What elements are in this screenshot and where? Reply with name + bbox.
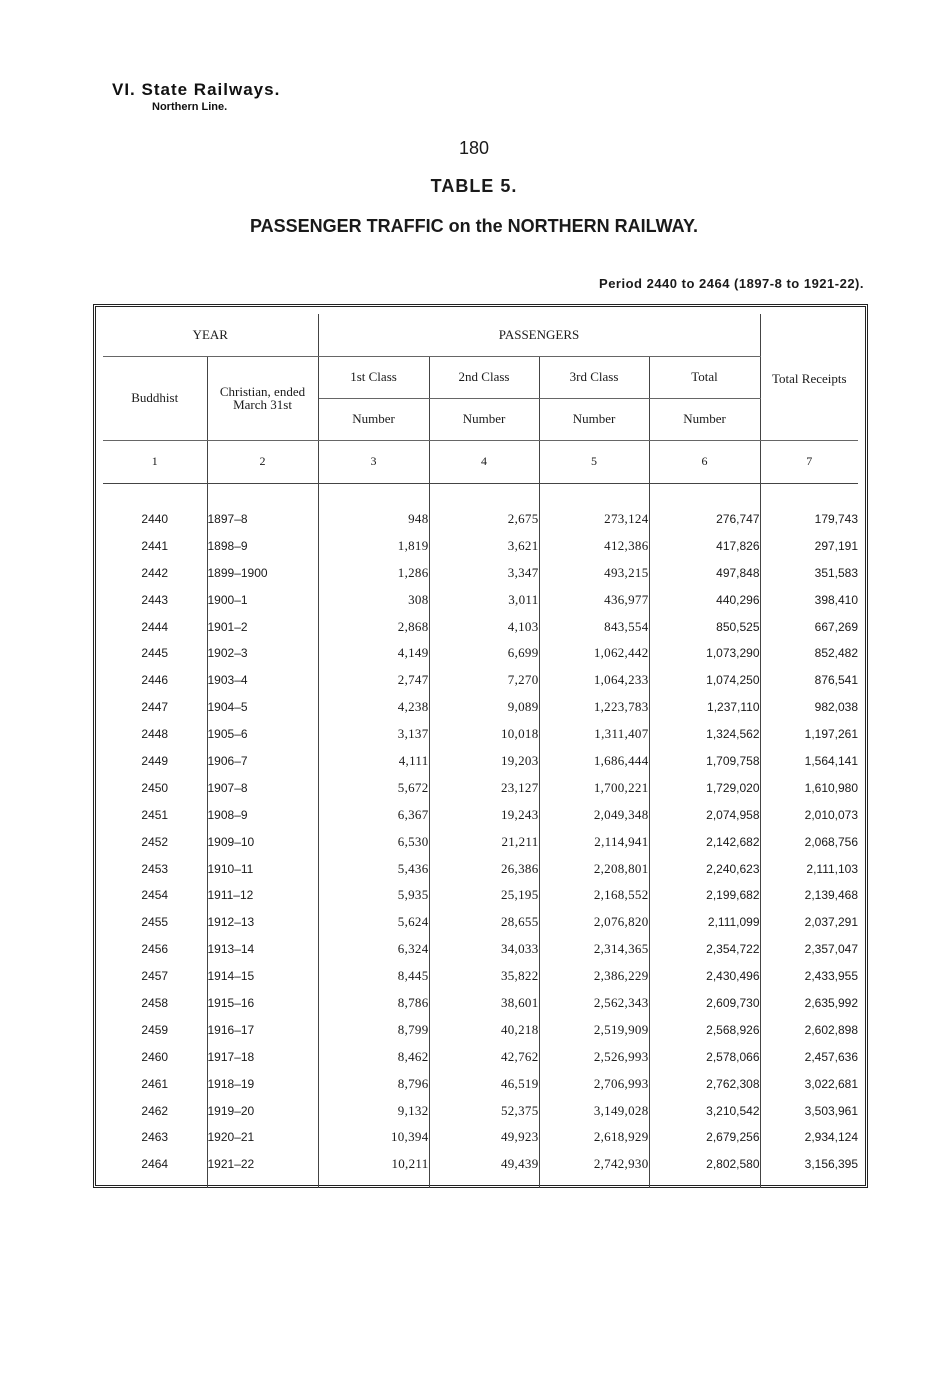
page-number: 180 [458,138,490,158]
total-receipts-cell: 179,743 [814,511,859,526]
buddhist-year-cell: 2441 [103,532,207,559]
total-passengers-cell: 2,568,926 [649,1016,760,1043]
table-row [103,532,858,559]
section-subtitle: Northern Line. [152,101,228,113]
table-row [103,936,858,963]
table-row [103,990,858,1017]
buddhist-year-cell: 2442 [103,559,207,586]
christian-year-cell: 1915–16 [207,990,318,1017]
first-class-cell: 8,799 [318,1016,429,1043]
total-passengers-cell: 2,430,496 [649,963,760,990]
buddhist-year-cell: 2440 [103,506,207,533]
total-passengers-cell: 276,747 [649,506,760,533]
third-class-cell: 1,700,221 [539,774,649,801]
header-total: Total [649,356,760,398]
first-class-cell: 948 [318,506,429,533]
christian-year-cell: 1917–18 [207,1043,318,1070]
table-row [103,613,858,640]
first-class-cell: 9,132 [318,1097,429,1124]
total-receipts-cell: 2,602,898 [804,1022,859,1037]
total-receipts-cell: 398,410 [814,592,859,607]
first-class-cell: 10,394 [318,1124,429,1151]
third-class-cell: 2,076,820 [539,909,649,936]
total-receipts-cell: 1,564,141 [804,753,859,768]
christian-year-cell: 1897–8 [207,506,318,533]
buddhist-year-cell: 2457 [103,963,207,990]
table-row [103,1016,858,1043]
header-number-second: Number [429,398,539,440]
first-class-cell: 5,672 [318,774,429,801]
total-passengers-cell: 2,802,580 [649,1151,760,1178]
second-class-cell: 10,018 [429,721,539,748]
table-row [103,882,858,909]
second-class-cell: 40,218 [429,1016,539,1043]
table-row [103,506,858,533]
second-class-cell: 26,386 [429,855,539,882]
header-passengers: PASSENGERS [318,314,760,356]
table-row [103,1097,858,1124]
passenger-traffic-table [103,314,858,1188]
second-class-cell: 35,822 [429,963,539,990]
christian-year-cell: 1907–8 [207,774,318,801]
total-receipts-cell: 3,156,395 [804,1157,859,1172]
total-receipts-cell: 1,197,261 [804,727,859,742]
third-class-cell: 436,977 [539,586,649,613]
second-class-cell: 7,270 [429,667,539,694]
third-class-cell: 2,314,365 [539,936,649,963]
table-header [103,314,858,440]
total-passengers-cell: 1,324,562 [649,721,760,748]
third-class-cell: 2,049,348 [539,801,649,828]
buddhist-year-cell: 2450 [103,774,207,801]
second-class-cell: 3,621 [429,532,539,559]
christian-year-cell: 1901–2 [207,613,318,640]
total-passengers-cell: 1,237,110 [649,694,760,721]
first-class-cell: 8,786 [318,990,429,1017]
second-class-cell: 21,211 [429,828,539,855]
christian-year-cell: 1912–13 [207,909,318,936]
column-number: 5 [539,440,649,483]
table-row [103,694,858,721]
first-class-cell: 4,149 [318,640,429,667]
total-passengers-cell: 2,762,308 [649,1070,760,1097]
total-passengers-cell: 850,525 [649,613,760,640]
third-class-cell: 2,519,909 [539,1016,649,1043]
buddhist-year-cell: 2460 [103,1043,207,1070]
table-row [103,855,858,882]
first-class-cell: 308 [318,586,429,613]
second-class-cell: 3,011 [429,586,539,613]
buddhist-year-cell: 2458 [103,990,207,1017]
total-receipts-cell: 667,269 [814,619,859,634]
total-passengers-cell: 1,729,020 [649,774,760,801]
first-class-cell: 4,238 [318,694,429,721]
second-class-cell: 6,699 [429,640,539,667]
second-class-cell: 38,601 [429,990,539,1017]
total-receipts-cell: 852,482 [814,646,859,661]
total-receipts-cell: 2,433,955 [804,969,859,984]
third-class-cell: 1,062,442 [539,640,649,667]
christian-year-cell: 1898–9 [207,532,318,559]
christian-year-cell: 1905–6 [207,721,318,748]
total-passengers-cell: 2,609,730 [649,990,760,1017]
header-total-receipts: Total Receipts [772,370,847,386]
buddhist-year-cell: 2453 [103,855,207,882]
section-title: VI. State Railways. [112,80,281,99]
christian-year-cell: 1921–22 [207,1151,318,1178]
column-number: 2 [207,440,318,483]
second-class-cell: 28,655 [429,909,539,936]
first-class-cell: 10,211 [318,1151,429,1178]
table-row [103,667,858,694]
first-class-cell: 8,462 [318,1043,429,1070]
column-number: 1 [103,440,207,483]
third-class-cell: 843,554 [539,613,649,640]
total-receipts-cell: 2,635,992 [804,995,859,1010]
table-frame [93,304,868,1188]
second-class-cell: 9,089 [429,694,539,721]
table-row [103,1151,858,1178]
third-class-cell: 273,124 [539,506,649,533]
buddhist-year-cell: 2455 [103,909,207,936]
third-class-cell: 2,618,929 [539,1124,649,1151]
total-receipts-cell: 2,068,756 [804,834,859,849]
first-class-cell: 6,324 [318,936,429,963]
christian-year-cell: 1906–7 [207,748,318,775]
total-receipts-cell: 3,022,681 [804,1076,859,1091]
christian-year-cell: 1913–14 [207,936,318,963]
total-receipts-cell: 2,934,124 [804,1130,859,1145]
second-class-cell: 19,243 [429,801,539,828]
christian-year-cell: 1904–5 [207,694,318,721]
header-number-total: Number [649,398,760,440]
header-number-third: Number [539,398,649,440]
christian-year-cell: 1918–19 [207,1070,318,1097]
first-class-cell: 2,868 [318,613,429,640]
second-class-cell: 3,347 [429,559,539,586]
total-passengers-cell: 2,354,722 [649,936,760,963]
total-passengers-cell: 497,848 [649,559,760,586]
total-receipts-cell: 2,139,468 [804,888,859,903]
third-class-cell: 3,149,028 [539,1097,649,1124]
second-class-cell: 2,675 [429,506,539,533]
second-class-cell: 4,103 [429,613,539,640]
total-receipts-cell: 3,503,961 [804,1103,859,1118]
christian-year-cell: 1900–1 [207,586,318,613]
third-class-cell: 1,686,444 [539,748,649,775]
buddhist-year-cell: 2446 [103,667,207,694]
second-class-cell: 49,439 [429,1151,539,1178]
second-class-cell: 23,127 [429,774,539,801]
table-spacer [103,483,858,506]
first-class-cell: 5,624 [318,909,429,936]
header-christian: Christian, ended March 31st [207,356,318,440]
third-class-cell: 2,386,229 [539,963,649,990]
table-row [103,963,858,990]
christian-year-cell: 1909–10 [207,828,318,855]
third-class-cell: 493,215 [539,559,649,586]
third-class-cell: 1,064,233 [539,667,649,694]
table-row [103,586,858,613]
buddhist-year-cell: 2462 [103,1097,207,1124]
total-passengers-cell: 2,240,623 [649,855,760,882]
third-class-cell: 2,742,930 [539,1151,649,1178]
column-number-row [103,440,858,483]
buddhist-year-cell: 2447 [103,694,207,721]
total-passengers-cell: 417,826 [649,532,760,559]
table-tail [103,1178,858,1188]
table-title: TABLE 5. [430,176,518,196]
column-number: 4 [429,440,539,483]
total-passengers-cell: 1,074,250 [649,667,760,694]
total-receipts-cell: 2,010,073 [804,807,859,822]
table-row [103,774,858,801]
buddhist-year-cell: 2445 [103,640,207,667]
table-row [103,721,858,748]
christian-year-cell: 1914–15 [207,963,318,990]
first-class-cell: 3,137 [318,721,429,748]
buddhist-year-cell: 2461 [103,1070,207,1097]
table-row [103,909,858,936]
total-passengers-cell: 1,073,290 [649,640,760,667]
total-receipts-cell: 876,541 [814,673,859,688]
third-class-cell: 2,706,993 [539,1070,649,1097]
second-class-cell: 25,195 [429,882,539,909]
third-class-cell: 2,114,941 [539,828,649,855]
christian-year-cell: 1908–9 [207,801,318,828]
buddhist-year-cell: 2444 [103,613,207,640]
buddhist-year-cell: 2464 [103,1151,207,1178]
total-passengers-cell: 2,578,066 [649,1043,760,1070]
total-passengers-cell: 2,679,256 [649,1124,760,1151]
table-row [103,640,858,667]
total-receipts-cell: 297,191 [814,538,859,553]
christian-year-cell: 1916–17 [207,1016,318,1043]
second-class-cell: 49,923 [429,1124,539,1151]
first-class-cell: 6,367 [318,801,429,828]
buddhist-year-cell: 2459 [103,1016,207,1043]
christian-year-cell: 1919–20 [207,1097,318,1124]
third-class-cell: 1,311,407 [539,721,649,748]
first-class-cell: 8,796 [318,1070,429,1097]
first-class-cell: 5,436 [318,855,429,882]
header-first-class: 1st Class [318,356,429,398]
christian-year-cell: 1899–1900 [207,559,318,586]
christian-year-cell: 1903–4 [207,667,318,694]
header-second-class: 2nd Class [429,356,539,398]
table-row [103,1070,858,1097]
first-class-cell: 4,111 [318,748,429,775]
second-class-cell: 42,762 [429,1043,539,1070]
table-row [103,1043,858,1070]
total-receipts-cell: 351,583 [814,565,859,580]
first-class-cell: 1,819 [318,532,429,559]
third-class-cell: 2,208,801 [539,855,649,882]
total-passengers-cell: 2,142,682 [649,828,760,855]
header-year: YEAR [103,314,318,356]
section-heading [112,80,280,114]
header-buddhist: Buddhist [103,356,207,440]
buddhist-year-cell: 2463 [103,1124,207,1151]
column-number: 7 [760,440,858,483]
total-receipts-cell: 2,111,103 [806,861,859,876]
second-class-cell: 19,203 [429,748,539,775]
total-passengers-cell: 2,199,682 [649,882,760,909]
second-class-cell: 34,033 [429,936,539,963]
third-class-cell: 2,168,552 [539,882,649,909]
third-class-cell: 1,223,783 [539,694,649,721]
buddhist-year-cell: 2448 [103,721,207,748]
table-row [103,801,858,828]
period-label: Period 2440 to 2464 (1897-8 to 1921-22). [599,276,864,291]
christian-year-cell: 1902–3 [207,640,318,667]
table-row [103,1124,858,1151]
header-total-receipts-cell [760,314,858,440]
table-row [103,559,858,586]
christian-year-cell: 1910–11 [207,855,318,882]
total-passengers-cell: 3,210,542 [649,1097,760,1124]
buddhist-year-cell: 2456 [103,936,207,963]
buddhist-year-cell: 2443 [103,586,207,613]
buddhist-year-cell: 2452 [103,828,207,855]
total-passengers-cell: 1,709,758 [649,748,760,775]
total-receipts-cell: 2,357,047 [804,942,859,957]
first-class-cell: 2,747 [318,667,429,694]
third-class-cell: 412,386 [539,532,649,559]
total-receipts-cell: 2,037,291 [804,915,859,930]
christian-year-cell: 1920–21 [207,1124,318,1151]
table-row [103,748,858,775]
third-class-cell: 2,526,993 [539,1043,649,1070]
table-caption: PASSENGER TRAFFIC on the NORTHERN RAILWAY. [249,216,699,236]
second-class-cell: 46,519 [429,1070,539,1097]
total-passengers-cell: 440,296 [649,586,760,613]
column-number: 3 [318,440,429,483]
buddhist-year-cell: 2449 [103,748,207,775]
third-class-cell: 2,562,343 [539,990,649,1017]
header-third-class: 3rd Class [539,356,649,398]
first-class-cell: 1,286 [318,559,429,586]
table-row [103,828,858,855]
total-receipts-cell: 2,457,636 [804,1049,859,1064]
christian-year-cell: 1911–12 [207,882,318,909]
header-number-first: Number [318,398,429,440]
total-receipts-cell: 982,038 [814,700,859,715]
buddhist-year-cell: 2454 [103,882,207,909]
table-body [103,506,858,1178]
total-passengers-cell: 2,111,099 [649,909,760,936]
buddhist-year-cell: 2451 [103,801,207,828]
total-passengers-cell: 2,074,958 [649,801,760,828]
total-receipts-cell: 1,610,980 [804,780,859,795]
column-number: 6 [649,440,760,483]
first-class-cell: 8,445 [318,963,429,990]
first-class-cell: 6,530 [318,828,429,855]
second-class-cell: 52,375 [429,1097,539,1124]
first-class-cell: 5,935 [318,882,429,909]
